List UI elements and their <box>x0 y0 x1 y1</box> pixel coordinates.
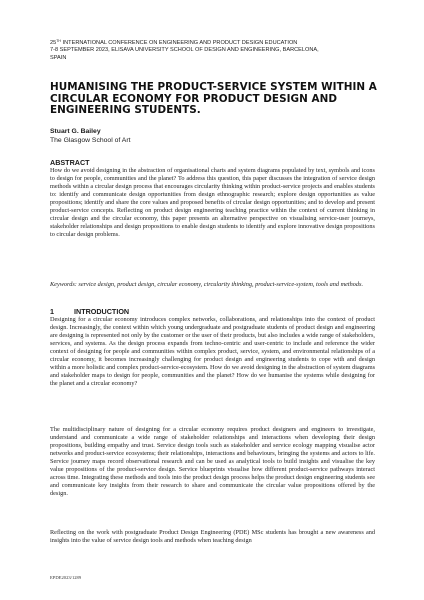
introduction-paragraph-2: The multidisciplinary nature of designing for a circular economy requires product designers and engineers to investigate, understand and communicate a wide range of stakeholder relationships and interactions when developing their design propositions, building empathy and trust. Service design tools such as stakeholder and service ecology mapping visualise actor networks and product-service ecosystems; their relationships, interactions and behaviours, bringing the systems and actors to life. Service journey maps record observational research and can be used as analytical tools to build insights and visualise the key value propositions of the product-service design. Service blueprints visualise how different product-service pathways interact across time. Integrating these methods and tools into the product design process helps the product design engineering students see and communicate key insights from their research to share and communicate the circular value propositions offered by the design. <box>50 426 375 498</box>
conference-number: 25 <box>50 40 57 46</box>
paper-title: HUMANISING THE PRODUCT-SERVICE SYSTEM WITHIN A CIRCULAR ECONOMY FOR PRODUCT DESIGN AND ENGINEERING STUDENTS. <box>50 81 377 117</box>
section-number: 1 <box>50 307 54 316</box>
page-footer-code: EPDE2023/1289 <box>50 575 82 580</box>
conference-header <box>50 40 380 62</box>
author-name: Stuart G. Bailey <box>50 128 101 135</box>
conference-ordinal: TH <box>56 39 62 43</box>
keywords: Keywords: service design, product design, circular economy, circularity thinking, product-service-system, tools and methods. <box>50 281 364 288</box>
abstract-heading: ABSTRACT <box>50 158 90 167</box>
author-affiliation: The Glasgow School of Art <box>50 137 131 144</box>
conference-line-3: SPAIN <box>50 54 67 61</box>
abstract-text: How do we avoid designing in the abstraction of organisational charts and system diagrams populated by text, symbols and icons to design for people, communities and the planet? To address this question, this paper discusses the integration of service design methods within a circular design process that encourages circularity thinking within product-service projects and enables students to: identify and communicate design opportunities from design ethnographic research; explore design opportunities as value propositions; identify and share the core values and proposed benefits of circular design opportunities; and to develop and present product-service concepts. Reflecting on product design engineering teaching practice within the context of current thinking in circular design and the circular economy, this paper presents an alternative perspective on visualising service-user journeys, stakeholder relationships and design propositions to enable design students to identify and explore innovative design propositions to circular design problems. <box>50 167 375 239</box>
section-heading-introduction <box>50 307 129 316</box>
section-title: INTRODUCTION <box>74 307 130 316</box>
introduction-paragraph-3: Reflecting on the work with postgraduate Product Design Engineering (PDE) MSc students has brought a new awareness and insights into the value of service design tools and methods when teaching design <box>50 529 375 545</box>
conference-name: INTERNATIONAL CONFERENCE ON ENGINEERING AND PRODUCT DESIGN EDUCATION <box>61 40 298 46</box>
conference-line-2: 7-8 SEPTEMBER 2023, ELISAVA UNIVERSITY SCHOOL OF DESIGN AND ENGINEERING, BARCELONA, <box>50 47 319 54</box>
introduction-paragraph-1: Designing for a circular economy introduces complex networks, collaborations, and relationships into the context of product design. Increasingly, the context within which young undergraduate and postgraduate students of product design and engineering are designing is represented not only by the customer or the user of their products, but also includes a wide range of stakeholders, services, and systems. As the design process expands from techno-centric and user-centric to include and reference the wider context of designing for people and communities within complex product, service, system, and environmental relationships of a circular economy, it becomes increasingly challenging for product design and engineering students to cope with and design within a more holistic and complex product-service-ecosystem. How do we avoid designing in the abstraction of system diagrams and stakeholder maps to design for people, communities and the planet? How do we humanise the systems while designing for the planet and a circular economy? <box>50 316 375 388</box>
conference-line-1 <box>50 40 380 47</box>
